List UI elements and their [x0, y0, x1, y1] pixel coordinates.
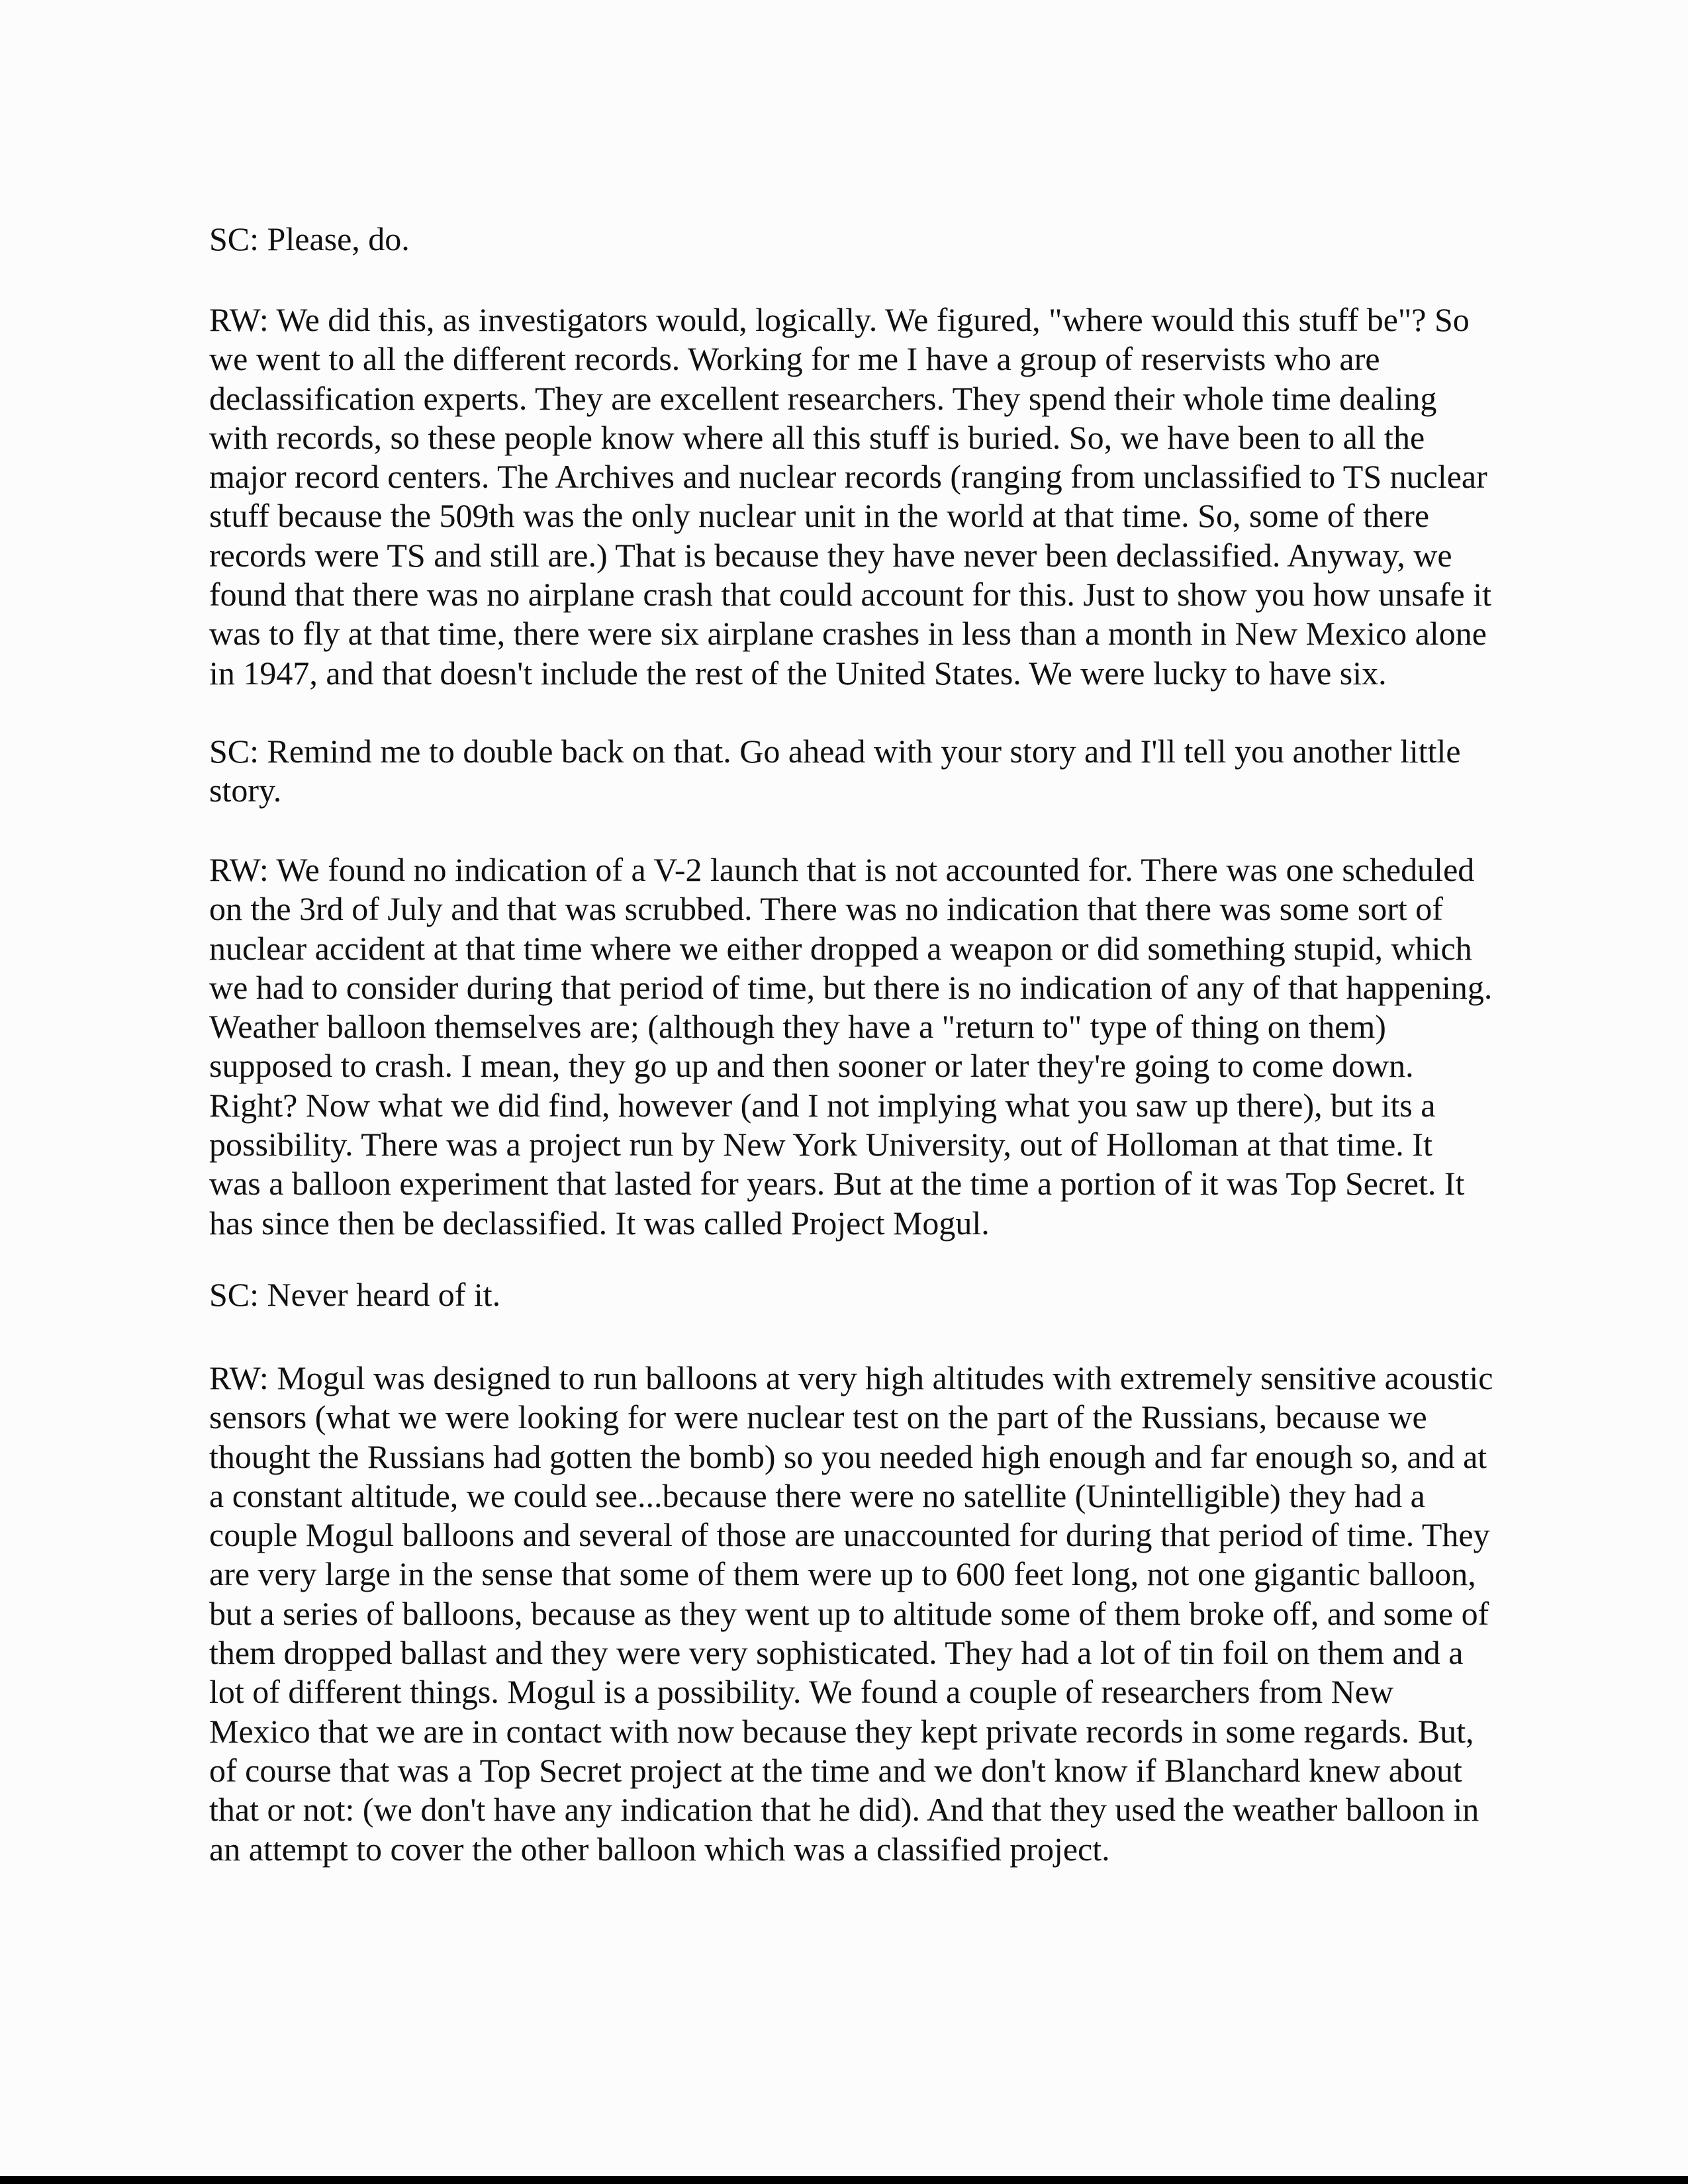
text-line: we had to consider during that period of time, but there is no indication of any of that happening. [209, 968, 1493, 1006]
text-line: but a series of balloons, because as they went up to altitude some of them broke off, and some of [209, 1594, 1489, 1632]
text-line: lot of different things. Mogul is a possibility. We found a couple of researchers from New [209, 1673, 1394, 1711]
text-line: SC: Remind me to double back on that. Go ahead with your story and I'll tell you another little [209, 733, 1461, 770]
scan-edge-bar [0, 2176, 1688, 2184]
text-line: found that there was no airplane crash that could account for this. Just to show you how unsafe it [209, 576, 1492, 614]
paragraph-sc-3 [209, 1275, 500, 1314]
text-line: RW: We did this, as investigators would, logically. We figured, "where would this stuff be"? So [209, 301, 1470, 338]
text-line: RW: We found no indication of a V-2 launch that is not accounted for. There was one scheduled [209, 851, 1475, 888]
text-line: thought the Russians had gotten the bomb) so you needed high enough and far enough so, and at [209, 1437, 1487, 1475]
paragraph-sc-1 [209, 220, 410, 259]
text-line: them dropped ballast and they were very sophisticated. They had a lot of tin foil on them and a [209, 1634, 1464, 1672]
text-line: was a balloon experiment that lasted for years. But at the time a portion of it was Top Secret. It [209, 1165, 1465, 1203]
text-line: Right? Now what we did find, however (and I not implying what you saw up there), but its a [209, 1086, 1436, 1124]
text-line: an attempt to cover the other balloon which was a classified project. [209, 1830, 1110, 1868]
paragraph-rw-3 [209, 1359, 1493, 1869]
text-line: in 1947, and that doesn't include the rest of the United States. We were lucky to have six. [209, 654, 1387, 692]
text-line: SC: Never heard of it. [209, 1276, 501, 1313]
text-line: story. [209, 772, 282, 809]
text-line: declassification experts. They are excellent researchers. They spend their whole time dealing [209, 379, 1437, 417]
text-line: possibility. There was a project run by New York University, out of Holloman at that time. It [209, 1126, 1432, 1163]
text-line: stuff because the 509th was the only nuclear unit in the world at that time. So, some of there [209, 497, 1430, 535]
text-line: with records, so these people know where all this stuff is buried. So, we have been to all the [209, 418, 1425, 456]
paragraph-rw-1 [209, 300, 1491, 693]
text-line: couple Mogul balloons and several of those are unaccounted for during that period of time. They [209, 1516, 1490, 1554]
text-line: we went to all the different records. Working for me I have a group of reservists who are [209, 340, 1380, 378]
text-line: Mexico that we are in contact with now because they kept private records in some regards. But, [209, 1712, 1474, 1750]
text-line: has since then be declassified. It was called Project Mogul. [209, 1204, 990, 1242]
paragraph-rw-2 [209, 850, 1492, 1243]
text-line: supposed to crash. I mean, they go up and then sooner or later they're going to come down. [209, 1047, 1414, 1085]
text-line: RW: Mogul was designed to run balloons at very high altitudes with extremely sensitive acoustic [209, 1359, 1493, 1396]
text-line: major record centers. The Archives and nuclear records (ranging from unclassified to TS nuclear [209, 458, 1487, 496]
text-line: was to fly at that time, there were six airplane crashes in less than a month in New Mexico alone [209, 615, 1487, 653]
text-line: that or not: (we don't have any indication that he did). And that they used the weather balloon in [209, 1791, 1479, 1829]
text-line: are very large in the sense that some of them were up to 600 feet long, not one gigantic balloon, [209, 1555, 1476, 1593]
paragraph-sc-2 [209, 732, 1461, 811]
text-line: records were TS and still are.) That is because they have never been declassified. Anyway, we [209, 536, 1452, 574]
text-line: of course that was a Top Secret project at the time and we don't know if Blanchard knew about [209, 1751, 1462, 1789]
text-line: sensors (what we were looking for were nuclear test on the part of the Russians, because we [209, 1398, 1427, 1436]
text-line: a constant altitude, we could see...because there were no satellite (Unintelligible) they had a [209, 1477, 1425, 1514]
text-line: nuclear accident at that time where we either dropped a weapon or did something stupid, which [209, 929, 1472, 967]
text-line: Weather balloon themselves are; (although they have a "return to" type of thing on them) [209, 1008, 1386, 1046]
text-line: on the 3rd of July and that was scrubbed. There was no indication that there was some sort of [209, 890, 1443, 928]
text-line: SC: Please, do. [209, 220, 410, 257]
